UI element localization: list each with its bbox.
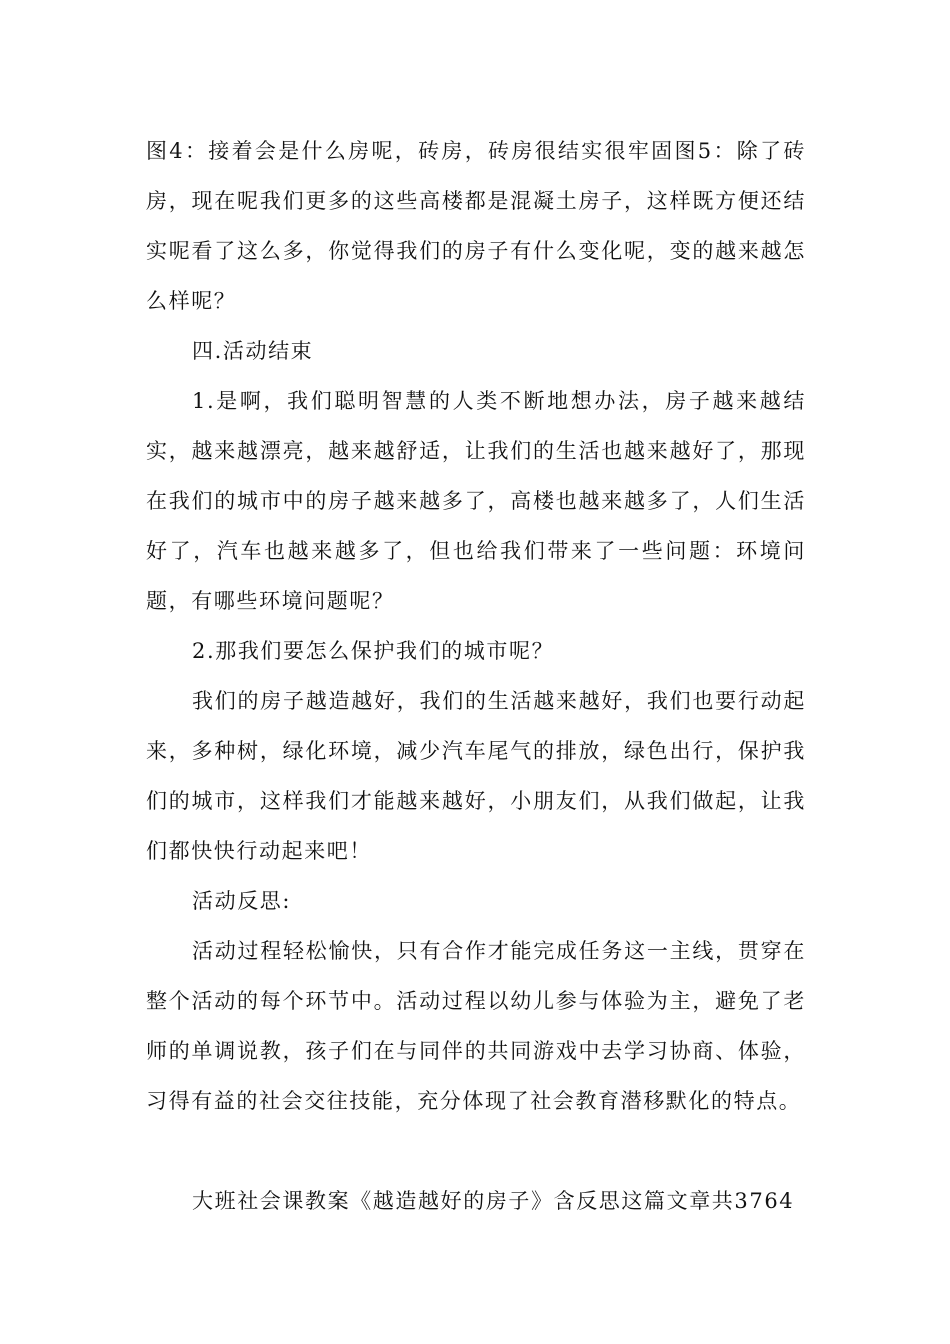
footer-line: 大班社会课教案《越造越好的房子》含反思这篇文章共3764 (192, 1189, 795, 1213)
section-heading-activity-end: 四.活动结束 (192, 339, 314, 363)
paragraph-point-2: 2.那我们要怎么保护我们的城市呢？ (192, 639, 555, 663)
section-heading-reflection: 活动反思: (192, 889, 292, 913)
paragraph-intro: 图4：接着会是什么房呢，砖房，砖房很结实很牢固图5：除了砖房，现在呢我们更多的这些高楼都是混凝土房子，这样既方便还结实呢看了这么多，你觉得我们的房子有什么变化呢，变的越来越怎么样呢？ (146, 139, 806, 313)
paragraph-action: 我们的房子越造越好，我们的生活越来越好，我们也要行动起来，多种树，绿化环境，减少汽车尾气的排放，绿色出行，保护我们的城市，这样我们才能越来越好，小朋友们，从我们做起，让我们都快快行动起来吧！ (146, 689, 806, 863)
paragraph-point-1: 1.是啊，我们聪明智慧的人类不断地想办法，房子越来越结实，越来越漂亮，越来越舒适，让我们的生活也越来越好了，那现在我们的城市中的房子越来越多了，高楼也越来越多了，人们生活好了，汽车也越来越多了，但也给我们带来了一些问题：环境问题，有哪些环境问题呢？ (146, 389, 806, 613)
paragraph-reflection: 活动过程轻松愉快，只有合作才能完成任务这一主线，贯穿在整个活动的每个环节中。活动过程以幼儿参与体验为主，避免了老师的单调说教，孩子们在与同伴的共同游戏中去学习协商、体验，习得有益的社会交往技能，充分体现了社会教育潜移默化的特点。 (146, 939, 806, 1113)
